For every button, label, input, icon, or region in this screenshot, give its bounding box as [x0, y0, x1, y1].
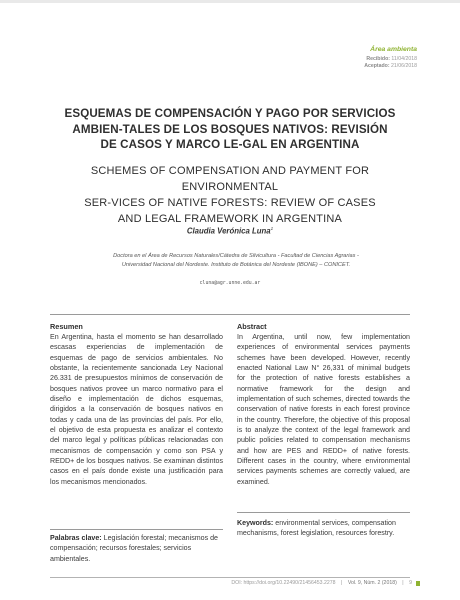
title-en-line: SER-VICES OF NATIVE FORESTS: REVIEW OF CASES: [84, 197, 376, 209]
resumen-section: [50, 322, 223, 487]
accepted-label: Aceptado:: [364, 63, 390, 69]
keywords-text: environmental services, compensation mechanisms, forest legislation, resources forestry.: [237, 519, 396, 538]
accepted-value: 21/06/2018: [391, 63, 417, 69]
footer-divider: [50, 577, 410, 578]
author: [60, 226, 400, 236]
article-meta: [364, 46, 417, 70]
palabras-label: Palabras clave:: [50, 534, 102, 542]
divider: [237, 512, 410, 513]
received-value: 11/04/2018: [391, 56, 417, 62]
received-label: Recibido:: [366, 56, 390, 62]
palabras-clave: [50, 533, 223, 564]
affiliation-line: Universidad Nacional del Nordeste. Instituto de Botánica del Nordeste (IBONE) – CONICET.: [121, 262, 351, 268]
title-es-line: ESQUEMAS DE COMPENSACIÓN Y PAGO POR SERVICIOS: [64, 107, 396, 120]
title-spanish: [55, 106, 405, 153]
page-marker-icon: [416, 581, 420, 586]
volume-info: Vol. 9, Núm. 2 (2018): [347, 580, 397, 586]
received-date: [364, 56, 417, 63]
author-name: Claudia Verónica Luna: [186, 226, 271, 236]
affiliation: [86, 252, 386, 270]
author-footnote-mark: 1: [270, 226, 274, 231]
resumen-text: En Argentina, hasta el momento se han desarrollado escasas experiencias de implementación de esquemas de pago de servicios ambientales. No obstante, la recientemente sancionada Ley Nacional 26.331 de presupuestos mínimos de conservación de bosques nativos provee un marco normativo para el diseño e implementación de dichos esquemas, dirigidos a la conservación de bosques nativos en todas y cada una de las provincias del país. Por ello, el objetivo de esta propuesta es analizar el contexto del marco legal y políticas públicas relacionadas con mecanismos de compensación y como son PSA y REDD+ de los bosques nativos. Se examinan distintos casos en el país donde existe una justificación para los mecanismos mencionados.: [50, 333, 223, 486]
keywords: [237, 518, 410, 539]
author-email[interactable]: cluna@agr.unne.edu.ar: [199, 281, 261, 286]
title-english: [50, 163, 410, 227]
top-bar: [0, 0, 460, 3]
affiliation-line: Doctora en el Área de Recursos Naturales/Cátedra de Silvicultura - Facultad de Ciencias Agrarias -: [113, 253, 359, 259]
footer-separator: |: [402, 580, 404, 586]
footer-separator: |: [341, 580, 343, 586]
title-es-line: DE CASOS Y MARCO LE-GAL EN ARGENTINA: [100, 138, 360, 151]
keywords-label: Keywords:: [237, 519, 274, 527]
title-es-line: AMBIEN-TALES DE LOS BOSQUES NATIVOS: REVISIÓN: [72, 122, 388, 136]
abstract-heading: Abstract: [237, 322, 267, 331]
divider: [50, 529, 223, 530]
title-en-line: SCHEMES OF COMPENSATION AND PAYMENT FOR ENVIRONMENTAL: [90, 165, 370, 193]
accepted-date: [364, 63, 417, 70]
abstract-section: [237, 322, 410, 487]
doi-link[interactable]: DOI: https://doi.org/10.22490/21456453.2278: [231, 580, 336, 586]
abstract-text: In Argentina, until now, few implementation experiences of environmental services payments schemes have been developed. However, recently enacted National Law N° 26,331 of minimal budgets for the protection of native forests establishes a normative framework for the design and implementation of such schemes, directed towards the conservation of native forests in each forest province in the country. Therefore, the objective of this proposal is to analyze the context of the legal framework and public policies related to compensation mechanisms and how are PES and REDD+ of native forests. Different cases in the country, where environmental services payments schemes are correctly valued, are examined.: [237, 333, 410, 486]
divider: [50, 314, 410, 315]
resumen-heading: Resumen: [50, 322, 83, 331]
footer: [231, 580, 412, 586]
palabras-text: Legislación forestal; mecanismos de compensación; recursos forestales; servicios ambientales.: [50, 534, 219, 563]
title-en-line: AND LEGAL FRAMEWORK IN ARGENTINA: [117, 213, 343, 225]
page-number: 9: [409, 580, 412, 586]
section-name: Área ambienta: [370, 46, 417, 53]
